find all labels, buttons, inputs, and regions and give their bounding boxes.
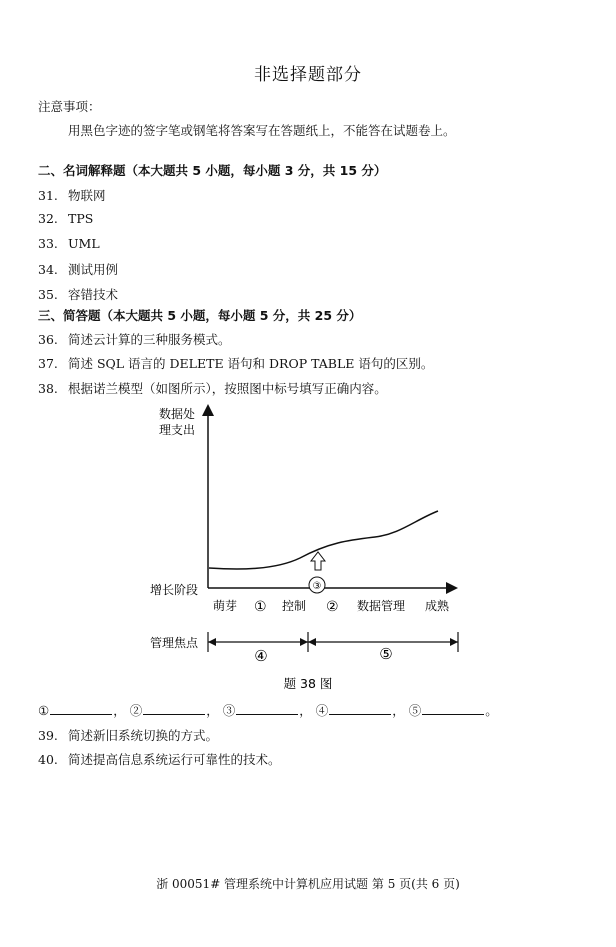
answer-blank-1[interactable] [50,702,112,715]
separator: ， [392,703,405,718]
question-39 [38,726,218,744]
blank-label-1: ① [38,703,50,718]
growth-stage-label: 增长阶段 [150,583,199,597]
stage-maturity: 成熟 [425,599,450,613]
stage-1: ① [254,599,267,615]
question-40 [38,750,281,768]
answer-blanks [38,701,498,719]
question-number: 38. [38,381,58,396]
y-axis-label-1: 数据处 [159,407,196,421]
question-text: 简述提高信息系统运行可靠性的技术。 [68,752,281,767]
question-text: 物联网 [68,188,106,203]
question-number: 34. [38,262,58,277]
period: 。 [485,703,498,718]
answer-blank-2[interactable] [143,702,205,715]
up-arrow-icon [311,552,325,570]
question-text: UML [68,236,100,251]
answer-blank-4[interactable] [329,702,391,715]
question-number: 37. [38,356,58,371]
section-2-heading: 二、名词解释题（本大题共 5 小题，每小题 3 分，共 15 分） [38,163,387,178]
question-number: 35. [38,287,58,302]
question-number: 40. [38,752,58,767]
stage-2: ② [326,599,339,615]
question-text: 容错技术 [68,287,119,302]
question-text: 简述 SQL 语言的 DELETE 语句和 DROP TABLE 语句的区别。 [68,356,434,371]
blank-label-4: ④ [315,703,329,718]
question-text: 根据诺兰模型（如图所示），按照图中标号填写正确内容。 [68,381,387,396]
page-footer: 浙 00051# 管理系统中计算机应用试题 第 5 页(共 6 页) [156,877,460,891]
figure-caption: 题 38 图 [283,676,333,691]
focus-label: 管理焦点 [150,636,199,650]
question-text: 简述云计算的三种服务模式。 [68,332,231,347]
question-number: 33. [38,236,58,251]
marker-5: ⑤ [379,645,393,663]
separator: ， [113,703,126,718]
separator: ， [206,703,219,718]
question-number: 36. [38,332,58,347]
stage-initiation: 萌芽 [213,599,238,613]
notice-heading: 注意事项： [38,99,101,114]
question-number: 39. [38,728,58,743]
blank-label-5: ⑤ [408,703,422,718]
blank-label-2: ② [129,703,143,718]
separator: ， [299,703,312,718]
section-3-heading: 三、简答题（本大题共 5 小题，每小题 5 分，共 25 分） [38,308,362,323]
answer-blank-5[interactable] [422,702,484,715]
notice-body: 用黑色字迹的签字笔或钢笔将答案写在答题纸上，不能答在试题卷上。 [68,123,456,138]
stage-data-management: 数据管理 [357,599,406,613]
page-title: 非选择题部分 [254,65,362,85]
question-number: 32. [38,211,58,226]
question-text: 测试用例 [68,262,119,277]
question-number: 31. [38,188,58,203]
marker-4: ④ [254,647,268,665]
blank-label-3: ③ [222,703,236,718]
stage-control: 控制 [282,599,307,613]
question-text: 简述新旧系统切换的方式。 [68,728,219,743]
question-text: TPS [68,211,94,226]
marker-3: ③ [312,581,322,592]
y-axis-label-2: 理支出 [159,423,196,437]
answer-blank-3[interactable] [236,702,298,715]
